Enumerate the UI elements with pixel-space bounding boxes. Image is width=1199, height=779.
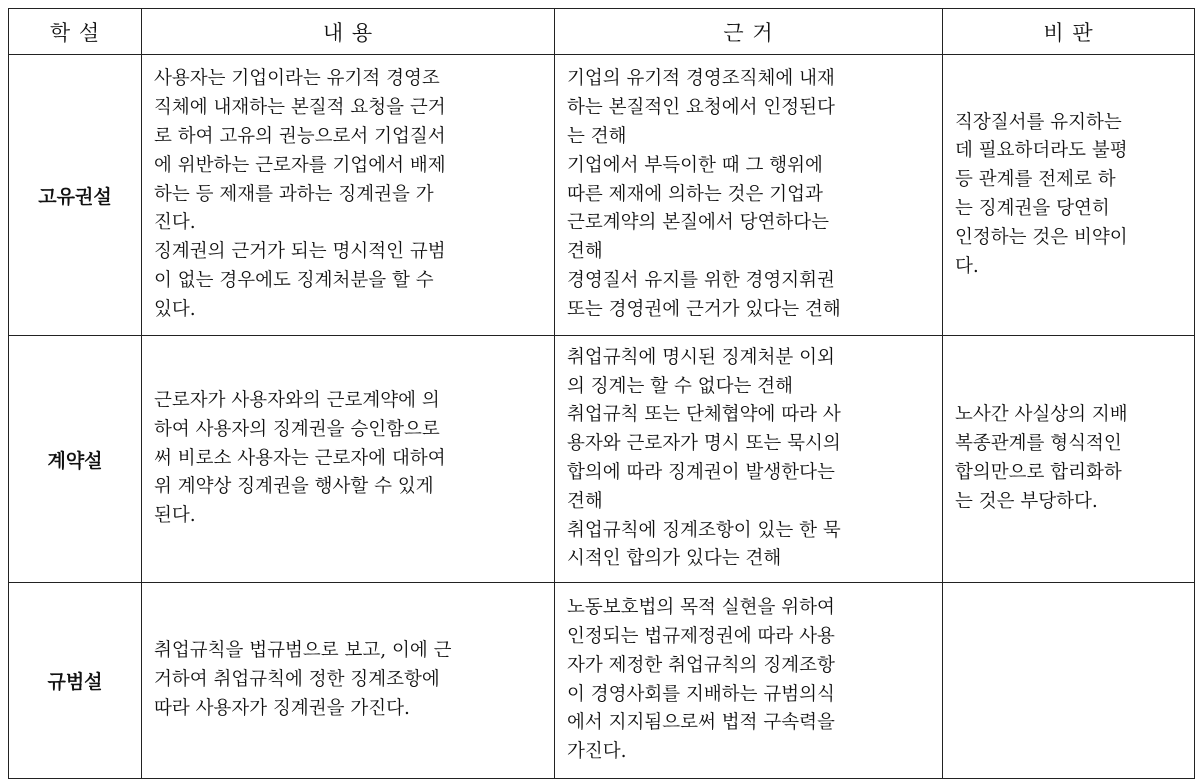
critique-cell: 직장질서를 유지하는 데 필요하더라도 불평 등 관계를 전제로 하 는 징계권을 당연히 인정하는 것은 비약이 다. (943, 55, 1195, 336)
theory-comparison-table (8, 8, 1195, 779)
content-cell: 취업규칙을 법규범으로 보고, 이에 근 거하여 취업규칙에 정한 징계조항에 따라 사용자가 징계권을 가진다. (142, 583, 555, 779)
table-row (9, 55, 1195, 336)
theory-comparison-table-wrapper (8, 8, 1195, 779)
critique-cell (943, 583, 1195, 779)
header-critique: 비 판 (943, 9, 1195, 55)
theory-name: 고유권설 (9, 55, 142, 336)
header-theory: 학 설 (9, 9, 142, 55)
table-row (9, 583, 1195, 779)
content-cell: 사용자는 기업이라는 유기적 경영조 직체에 내재하는 본질적 요청을 근거 로 하여 고유의 권능으로서 기업질서 에 위반하는 근로자를 기업에서 배제 하는 등 제재를 과하는 징계권을 가 진다. 징계권의 근거가 되는 명시적인 규범 이 없는 경우에도 징계처분을 할 수 있다. (142, 55, 555, 336)
theory-name: 계약설 (9, 336, 142, 583)
content-cell: 근로자가 사용자와의 근로계약에 의 하여 사용자의 징계권을 승인함으로 써 비로소 사용자는 근로자에 대하여 위 계약상 징계권을 행사할 수 있게 된다. (142, 336, 555, 583)
theory-name: 규범설 (9, 583, 142, 779)
header-basis: 근 거 (555, 9, 943, 55)
basis-cell: 기업의 유기적 경영조직체에 내재 하는 본질적인 요청에서 인정된다 는 견해 기업에서 부득이한 때 그 행위에 따른 제재에 의하는 것은 기업과 근로계약의 본질에서 당연하다는 견해 경영질서 유지를 위한 경영지휘권 또는 경영권에 근거가 있다는 견해 (555, 55, 943, 336)
table-row (9, 336, 1195, 583)
critique-cell: 노사간 사실상의 지배 복종관계를 형식적인 합의만으로 합리화하 는 것은 부당하다. (943, 336, 1195, 583)
basis-cell: 취업규칙에 명시된 징계처분 이외 의 징계는 할 수 없다는 견해 취업규칙 또는 단체협약에 따라 사 용자와 근로자가 명시 또는 묵시의 합의에 따라 징계권이 발생한다는 견해 취업규칙에 징계조항이 있는 한 묵 시적인 합의가 있다는 견해 (555, 336, 943, 583)
basis-cell: 노동보호법의 목적 실현을 위하여 인정되는 법규제정권에 따라 사용 자가 제정한 취업규칙의 징계조항 이 경영사회를 지배하는 규범의식 에서 지지됨으로써 법적 구속력을 가진다. (555, 583, 943, 779)
header-content: 내 용 (142, 9, 555, 55)
header-row (9, 9, 1195, 55)
